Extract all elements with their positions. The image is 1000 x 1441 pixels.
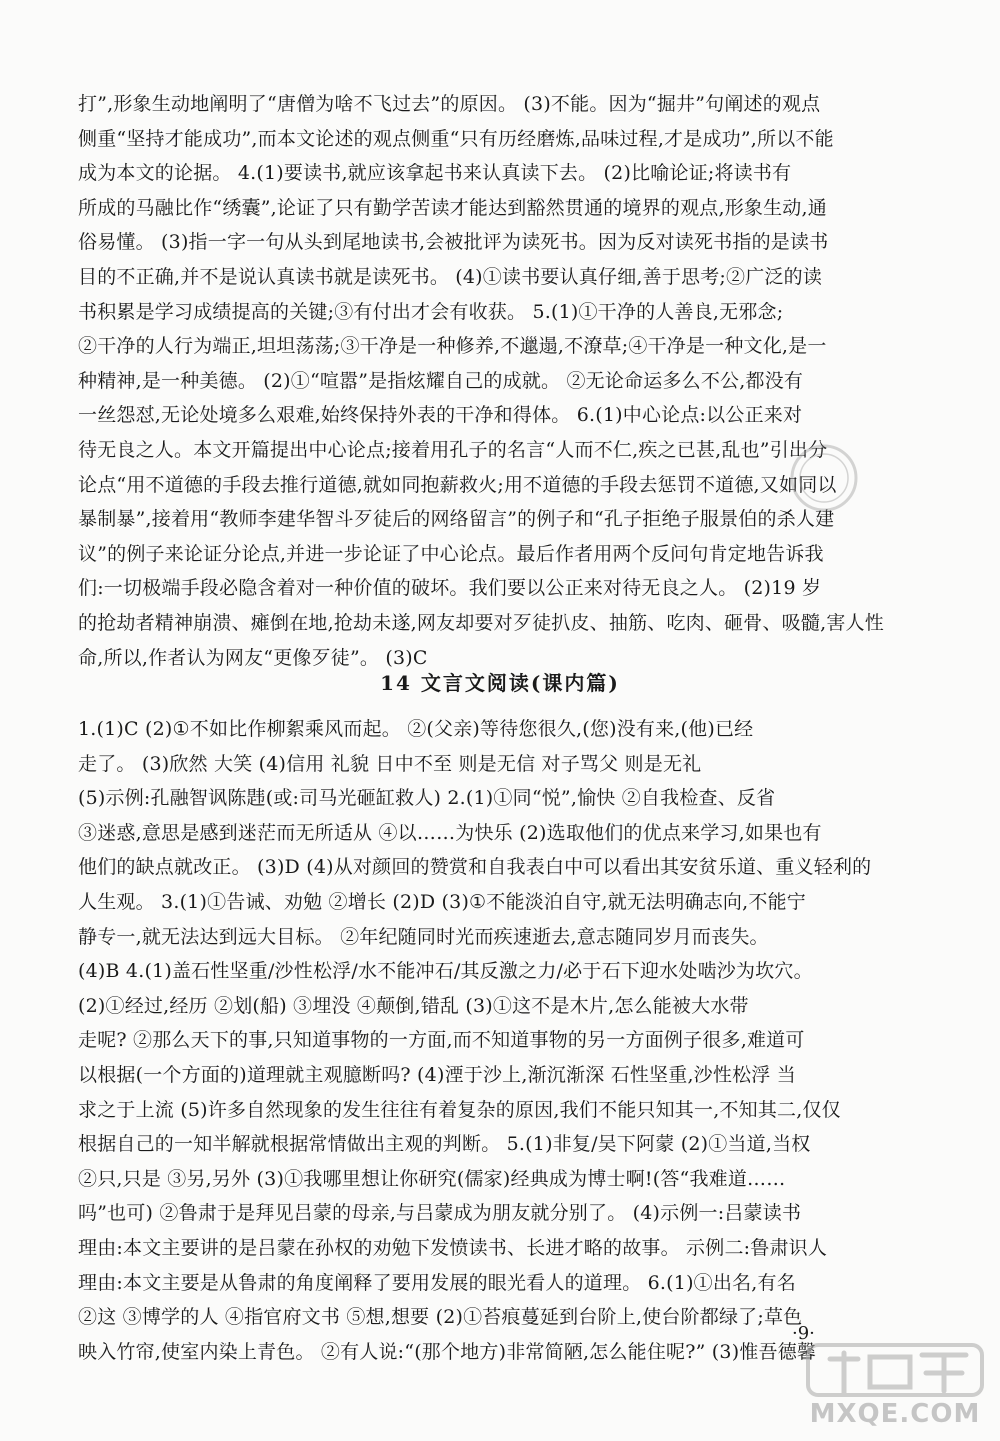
- text-line: 根据自己的一知半解就根据常情做出主观的判断。 5.(1)非复/吴下阿蒙 (2)①当道,当权: [78, 1133, 811, 1156]
- text-line: 议”的例子来论证分论点,并进一步论证了中心论点。最后作者用两个反问句肯定地告诉我: [78, 542, 824, 565]
- text-line: ②这 ③博学的人 ④指官府文书 ⑤想,想要 (2)①苔痕蔓延到台阶上,使台阶都绿了;草色: [78, 1306, 803, 1329]
- text-line: 侧重“坚持才能成功”,而本文论述的观点侧重“只有历经磨炼,品味过程,才是成功”,所以不能: [78, 127, 834, 150]
- text-line: 种精神,是一种美德。 (2)①“喧嚣”是指炫耀自己的成就。 ②无论命运多么不公,都没有: [78, 369, 804, 392]
- text-line: 一丝怨怼,无论处境多么艰难,始终保持外表的干净和得体。 6.(1)中心论点:以公正来对: [78, 404, 803, 427]
- text-line: 暴制暴”,接着用“教师李建华智斗歹徒后的网络留言”的例子和“孔子拒绝子服景伯的杀人建: [78, 508, 835, 531]
- text-line: 映入竹帘,使室内染上青色。 ②有人说:“(那个地方)非常简陋,怎么能住呢?” (3)惟吾德馨: [78, 1340, 817, 1363]
- text-line: 命,所以,作者认为网友“更像歹徒”。 (3)C: [78, 646, 428, 669]
- text-line: 们:一切极端手段必隐含着对一种价值的破坏。我们要以公正来对待无良之人。 (2)19 岁: [78, 577, 822, 600]
- text-line: 论点“用不道德的手段去推行道德,就如同抱薪救火;用不道德的手段去惩罚不道德,又如同以: [78, 473, 837, 496]
- watermark-graphic-icon: [800, 1339, 990, 1401]
- text-line: 目的不正确,并不是说认真读书就是读死书。 (4)①读书要认真仔细,善于思考;②广泛的读: [78, 265, 823, 288]
- text-line: 以根据(一个方面的)道理就主观臆断吗? (4)湮于沙上,渐沉渐深 石性坚重,沙性松浮 当: [78, 1063, 796, 1086]
- text-line: 走呢? ②那么天下的事,只知道事物的一方面,而不知道事物的另一方面例子很多,难道可: [78, 1029, 805, 1052]
- text-line: 求之于上流 (5)许多自然现象的发生往往有着复杂的原因,我们不能只知其一,不知其二,仅仅: [78, 1098, 841, 1121]
- text-line: 1.(1)C (2)①不如比作柳絮乘风而起。 ②(父亲)等待您很久,(您)没有来,(他)已经: [78, 718, 754, 740]
- text-line: 待无良之人。本文开篇提出中心论点;接着用孔子的名言“人而不仁,疾之已甚,乱也”引出分: [78, 438, 828, 461]
- text-line: (4)B 4.(1)盖石性坚重/沙性松浮/水不能冲石/其反激之力/必于石下迎水处啮沙为坎穴。: [78, 960, 813, 983]
- text-line: 静专一,就无法达到远大目标。 ②年纪随同时光而疾速逝去,意志随同岁月而丧失。: [78, 925, 769, 948]
- section-heading: 14 文言文阅读(课内篇): [380, 671, 620, 695]
- watermark-url: MXQE.COM: [809, 1399, 981, 1429]
- text-line: (2)①经过,经历 ②划(船) ③埋没 ④颠倒,错乱 (3)①这不是木片,怎么能被大水带: [78, 994, 749, 1017]
- page-number: ·9·: [792, 1323, 815, 1344]
- text-line: 俗易懂。 (3)指一字一句从头到尾地读书,会被批评为读死书。因为反对读死书指的是读书: [78, 231, 829, 254]
- text-line: ②干净的人行为端正,坦坦荡荡;③干净是一种修养,不邋遢,不潦草;④干净是一种文化,是一: [78, 335, 827, 358]
- answer-text-block-upper: [78, 87, 926, 675]
- text-line: 理由:本文主要讲的是吕蒙在孙权的劝勉下发愤读书、长进才略的故事。 示例二:鲁肃识人: [78, 1236, 828, 1259]
- text-line: 成为本文的论据。 4.(1)要读书,就应该拿起书来认真读下去。 (2)比喻论证;将读书有: [78, 162, 792, 185]
- text-line: 打”,形象生动地阐明了“唐僧为啥不飞过去”的原因。 (3)不能。因为“掘井”句阐述的观点: [78, 93, 821, 115]
- text-line: ②只,只是 ③另,另外 (3)①我哪里想让你研究(儒家)经典成为博士啊!(答“我难道……: [78, 1167, 786, 1190]
- text-line: 吗”也可) ②鲁肃于是拜见吕蒙的母亲,与吕蒙成为朋友就分别了。 (4)示例一:吕蒙读书: [78, 1202, 802, 1225]
- text-line: 所成的马融比作“绣囊”,论证了只有勤学苦读才能达到豁然贯通的境界的观点,形象生动,通: [78, 196, 827, 219]
- text-line: 走了。 (3)欣然 大笑 (4)信用 礼貌 日中不至 则是无信 对子骂父 则是无礼: [78, 752, 702, 775]
- text-line: ③迷惑,意思是感到迷茫而无所适从 ④以……为快乐 (2)选取他们的优点来学习,如果也有: [78, 821, 822, 844]
- faint-stamp-icon: [788, 442, 860, 514]
- answer-text-block-lower: [78, 712, 926, 1369]
- watermark-logo: [800, 1339, 990, 1433]
- text-line: (5)示例:孔融智讽陈韪(或:司马光砸缸救人) 2.(1)①同“悦”,愉快 ②自我检查、反省: [78, 787, 776, 810]
- text-line: 他们的缺点就改正。 (3)D (4)从对颜回的赞赏和自我表白中可以看出其安贫乐道、重义轻利的: [78, 856, 872, 879]
- text-line: 书积累是学习成绩提高的关键;③有付出才会有收获。 5.(1)①干净的人善良,无邪念;: [78, 300, 784, 323]
- text-line: 的抢劫者精神崩溃、瘫倒在地,抢劫未遂,网友却要对歹徒扒皮、抽筋、吃肉、砸骨、吸髓,害人性: [78, 611, 884, 634]
- text-line: 理由:本文主要是从鲁肃的角度阐释了要用发展的眼光看人的道理。 6.(1)①出名,有名: [78, 1271, 796, 1294]
- text-line: 人生观。 3.(1)①告诫、劝勉 ②增长 (2)D (3)①不能淡泊自守,就无法明确志向,不能宁: [78, 890, 806, 913]
